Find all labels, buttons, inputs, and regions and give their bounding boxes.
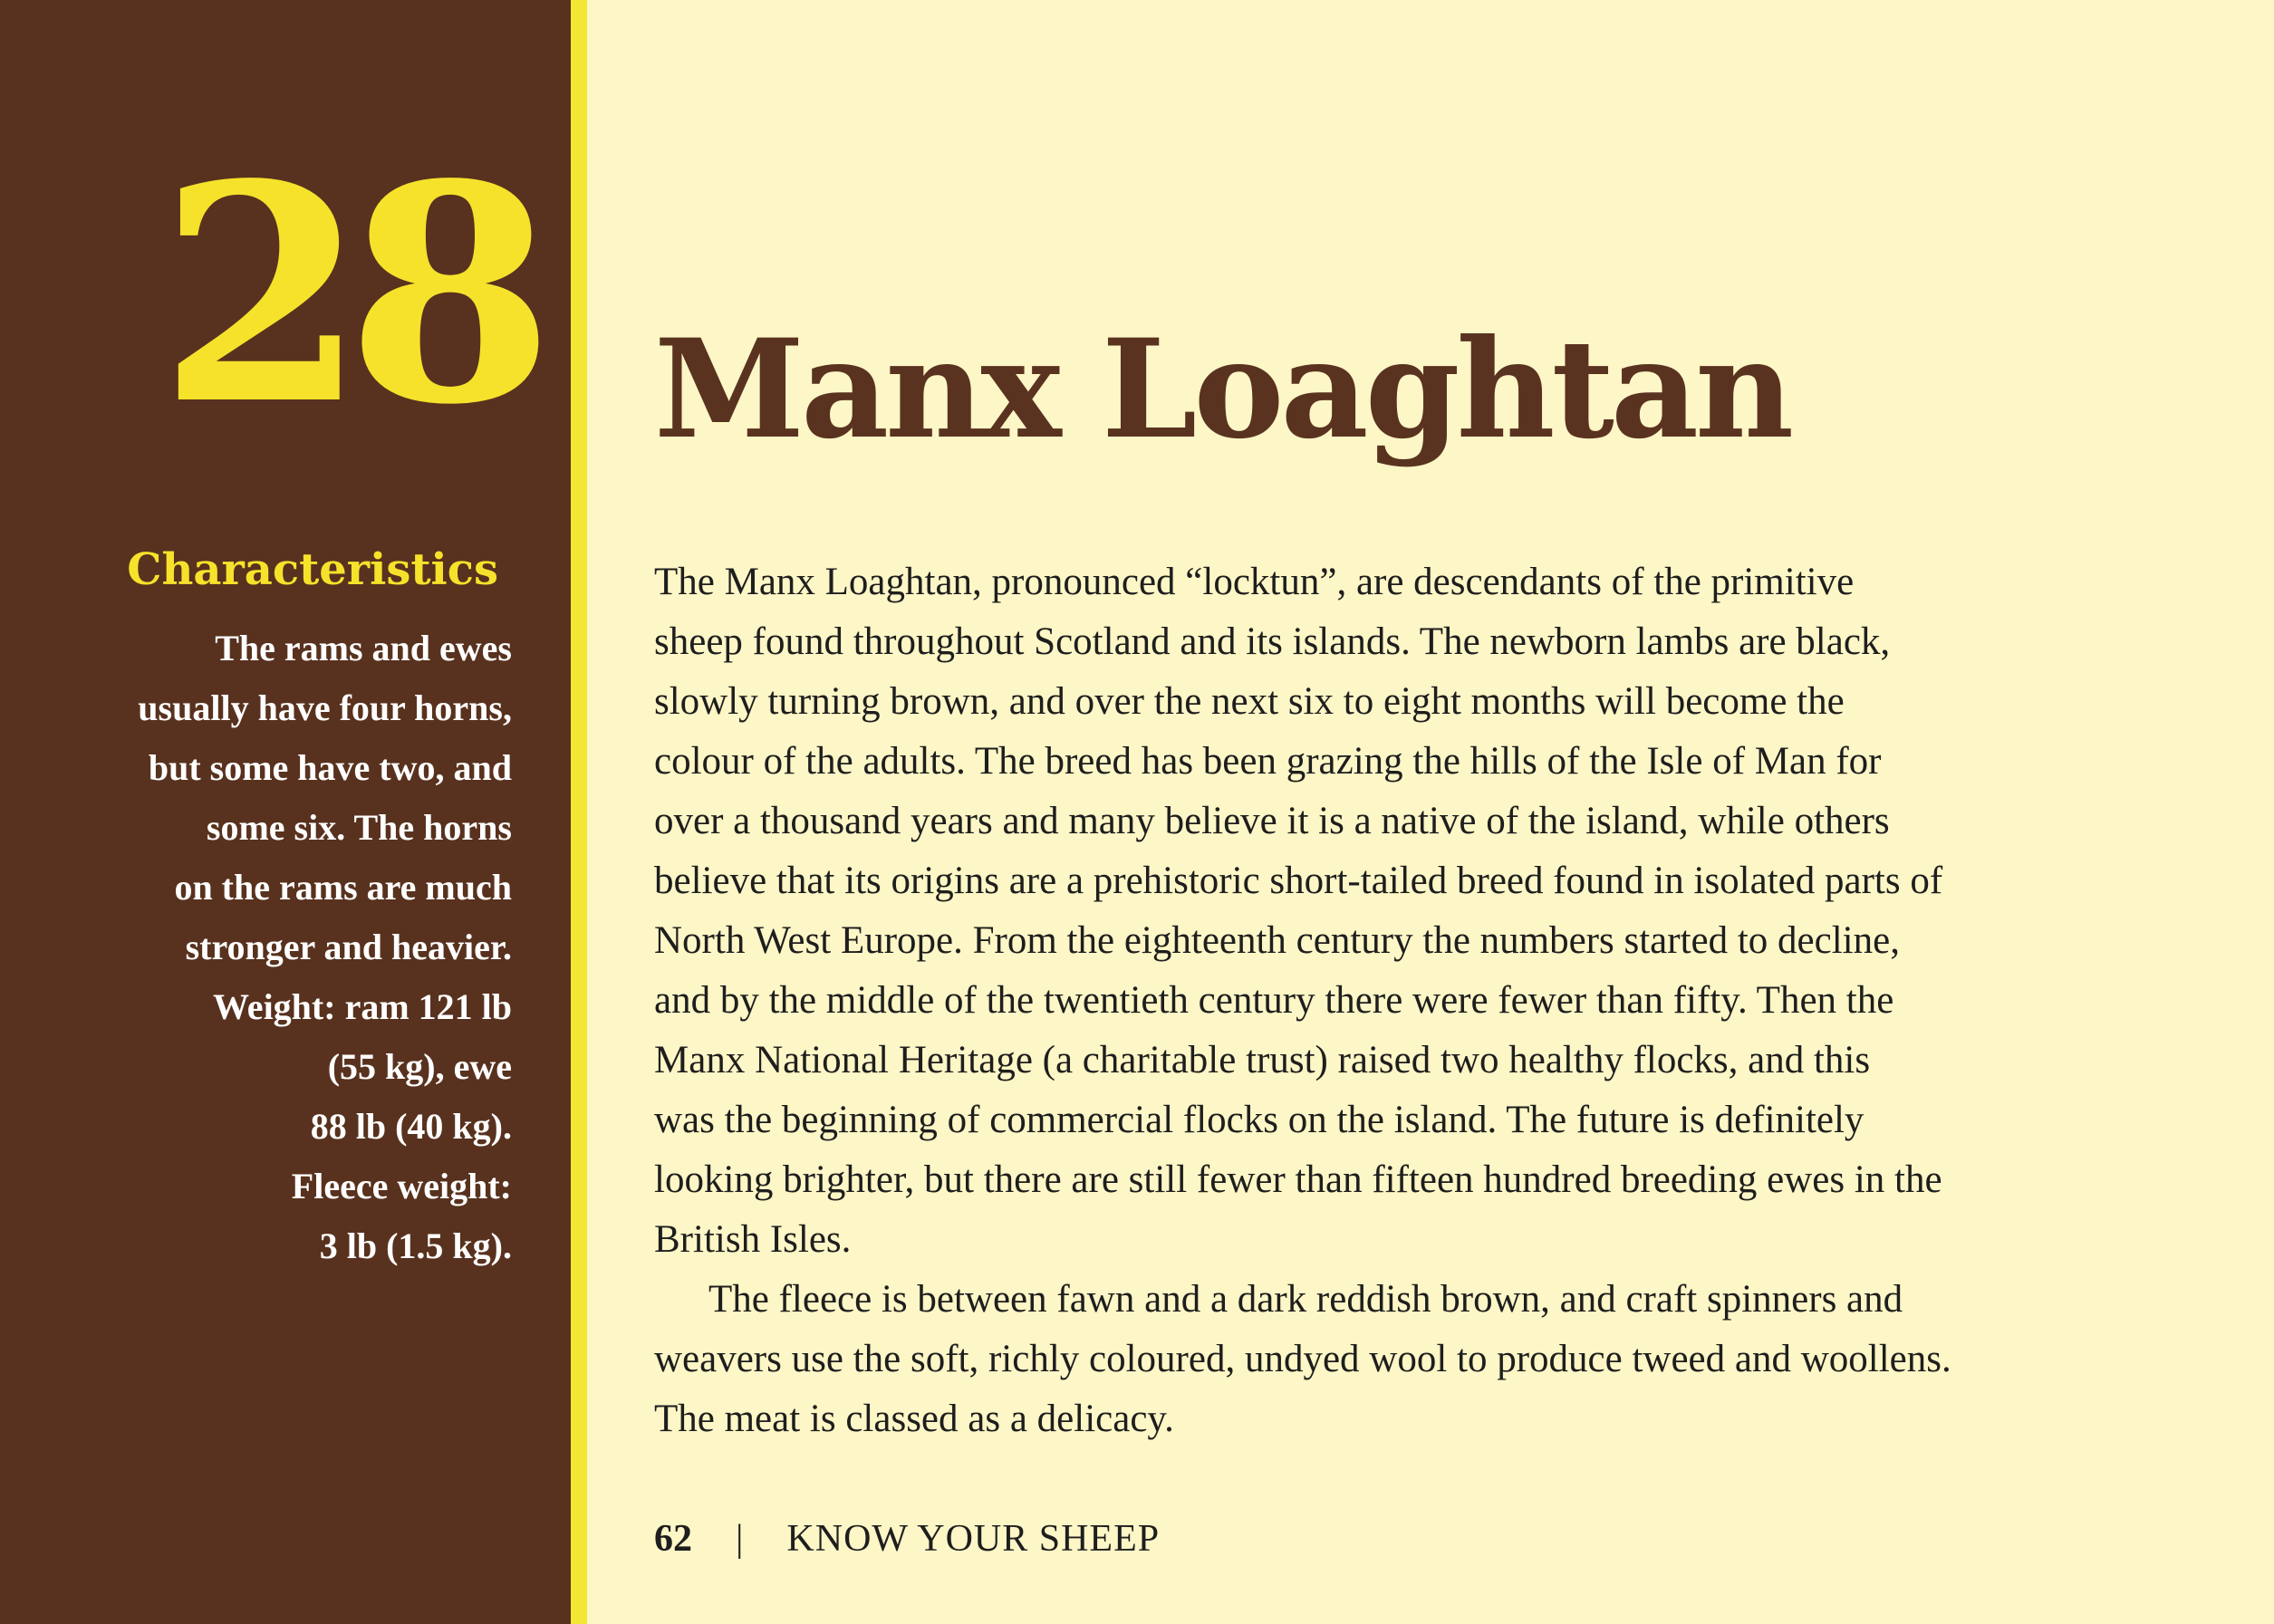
sidebar-divider (571, 0, 587, 1624)
footer-separator: | (736, 1518, 744, 1560)
characteristics-heading: Characteristics (127, 544, 498, 595)
characteristics-line: The rams and ewes (215, 628, 512, 668)
body-line: Manx National Heritage (a charitable trust) raised two healthy flocks, and this (654, 1039, 1871, 1081)
body-line: believe that its origins are a prehistoric short-tailed breed found in isolated parts of (654, 860, 1943, 902)
characteristics-line: on the rams are much (174, 867, 512, 908)
characteristics-line: 3 lb (1.5 kg). (319, 1225, 512, 1266)
body-line: colour of the adults. The breed has been grazing the hills of the Isle of Man for (654, 740, 1882, 783)
body-line: was the beginning of commercial flocks on the island. The future is definitely (654, 1099, 1864, 1141)
entry-number: 28 (158, 119, 535, 470)
body-line: The Manx Loaghtan, pronounced “locktun”, are descendants of the primitive (654, 561, 1855, 603)
body-line: slowly turning brown, and over the next six to eight months will become the (654, 680, 1845, 723)
body-line: The fleece is between fawn and a dark reddish brown, and craft spinners and (708, 1278, 1903, 1321)
characteristics-line: some six. The horns (206, 807, 512, 848)
page-number: 62 (654, 1518, 692, 1560)
body-line: over a thousand years and many believe it is a native of the island, while others (654, 800, 1890, 842)
characteristics-line: usually have four horns, (138, 687, 512, 728)
body-line: British Isles. (654, 1218, 852, 1261)
characteristics-line: stronger and heavier. (185, 927, 512, 967)
book-title: KNOW YOUR SHEEP (786, 1518, 1161, 1560)
body-line: weavers use the soft, richly coloured, undyed wool to produce tweed and woollens. (654, 1338, 1951, 1380)
page-title: Manx Loaghtan (654, 310, 1791, 469)
characteristics-line: 88 lb (40 kg). (310, 1106, 512, 1147)
characteristics-text (36, 619, 512, 1276)
body-text (654, 553, 2149, 1449)
characteristics-line: (55 kg), ewe (327, 1046, 512, 1087)
characteristics-line: Weight: ram 121 lb (213, 986, 512, 1027)
body-line: North West Europe. From the eighteenth century the numbers started to decline, (654, 919, 1900, 962)
body-line: and by the middle of the twentieth century there were fewer than fifty. Then the (654, 979, 1894, 1022)
page-footer (654, 1520, 1160, 1558)
characteristics-line: Fleece weight: (291, 1166, 512, 1206)
body-line: sheep found throughout Scotland and its islands. The newborn lambs are black, (654, 620, 1891, 663)
body-line: The meat is classed as a delicacy. (654, 1398, 1174, 1440)
body-line: looking brighter, but there are still fewer than fifteen hundred breeding ewes in the (654, 1158, 1942, 1201)
characteristics-line: but some have two, and (148, 747, 512, 788)
